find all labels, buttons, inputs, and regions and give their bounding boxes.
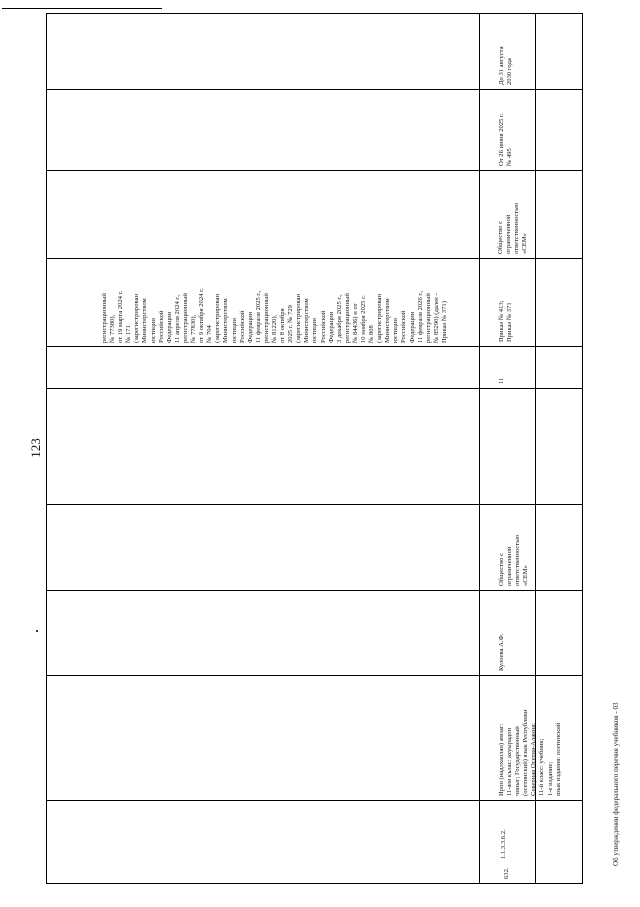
column-divider [47, 388, 582, 389]
column-divider [47, 590, 582, 591]
header-rule [2, 8, 162, 9]
column-divider [47, 800, 582, 801]
column-divider [47, 170, 582, 171]
column-divider [47, 504, 582, 505]
document-table: 632. 1.1.3.3.6.2. Ирон (иадлхаолан) æвзаг: 11-æм кълас: ахуырадон чиныг; Государственный (осетинский) язык Республики Северная Осетия-Алания: 11-й класс: учебник; 1-е издание; язык издания: осетинский Кулоева А.Ф. Общество с ограниченной ответственностью «СЕМ» 11 Приказ № 413; Приказ № 371 регистрационный № 77380), от 19 марта 2024 г. № 171 (зарегистрирован Министерством юстиции Российской Федерации 11 апреля 2024 г., регистрационный № 77830), от 9 октября 2024 г. № 704 (зарегистрирован Министерством юстиции Российской Федерации 11 февраля 2025 г., регистрационный № 81220), от 8 октября 2025 г. № 729 (зарегистрирован Министерством юстиции Российской Федерации 3 декабря 2025 г., регистрационный № 84436) и от 10 ноября 2025 г. № 808 (зарегистрирован Министерством юстиции Российской Федерации 11 февраля 2026 г., регистрационный № 85290) (далее - Приказ № 371) Общество с ограниченной ответственностью «СЕМ» От 26 июня 2025 г. № 495 До 31 августа 2030 года [46, 13, 583, 884]
footer-text: Об утверждении федерального перечня учебников - 03 [612, 702, 620, 866]
column-divider [47, 346, 582, 347]
stray-mark [36, 630, 38, 632]
column-divider [47, 675, 582, 676]
column-divider [47, 258, 582, 259]
page-number: 123 [28, 438, 43, 458]
row-divider [479, 14, 480, 883]
column-divider [47, 89, 582, 90]
